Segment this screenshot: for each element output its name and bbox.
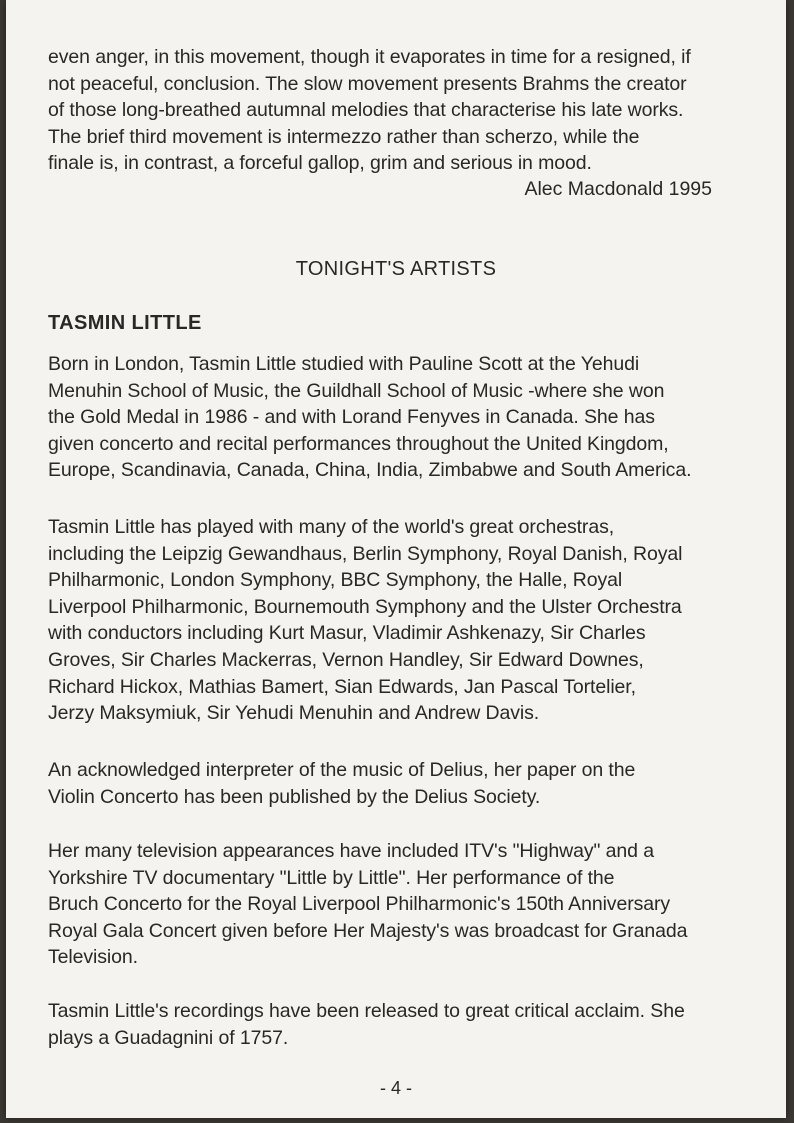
artist-name-heading: TASMIN LITTLE <box>48 312 202 334</box>
bio-paragraph-5: Tasmin Little's recordings have been released to great critical acclaim. She plays a Guadagnini of 1757. <box>48 1000 685 1049</box>
bio-paragraph-2: Tasmin Little has played with many of the world's great orchestras, including the Leipzig Gewandhaus, Berlin Symphony, Royal Danish, Royal Philharmonic, London Symphony, BBC Symphony, the Halle, Royal Liverpool Philharmonic, Bournemouth Symphony and the Ulster Orchestra with conductors including Kurt Masur, Vladimir Ashkenazy, Sir Charles Groves, Sir Charles Mackerras, Vernon Handley, Sir Edward Downes, Richard Hickox, Mathias Bamert, Sian Edwards, Jan Pascal Tortelier, Jerzy Maksymiuk, Sir Yehudi Menuhin and Andrew Davis. <box>48 516 683 725</box>
section-heading: TONIGHT'S ARTISTS <box>295 258 497 280</box>
program-page <box>6 0 786 1118</box>
page-number: - 4 - <box>379 1078 412 1098</box>
intro-paragraph: even anger, in this movement, though it evaporates in time for a resigned, if not peaceful, conclusion. The slow movement presents Brahms the creator of those long-breathed autumnal melodies that characterise his late works. The brief third movement is intermezzo rather than scherzo, while the finale is, in contrast, a forceful gallop, grim and serious in mood. <box>48 46 691 175</box>
bio-paragraph-4: Her many television appearances have included ITV's "Highway" and a Yorkshire TV documentary "Little by Little". Her performance of the Bruch Concerto for the Royal Liverpool Philharmonic's 150th Anniversary Royal Gala Concert given before Her Majesty's was broadcast for Granada Television. <box>48 840 688 969</box>
bio-paragraph-1: Born in London, Tasmin Little studied with Pauline Scott at the Yehudi Menuhin School of Music, the Guildhall School of Music -where she won the Gold Medal in 1986 - and with Lorand Fenyves in Canada. She has given concerto and recital performances throughout the United Kingdom, Europe, Scandinavia, Canada, China, India, Zimbabwe and South America. <box>48 353 692 482</box>
author-signature: Alec Macdonald 1995 <box>524 178 712 200</box>
bio-paragraph-3: An acknowledged interpreter of the music of Delius, her paper on the Violin Concerto has been published by the Delius Society. <box>48 759 636 808</box>
